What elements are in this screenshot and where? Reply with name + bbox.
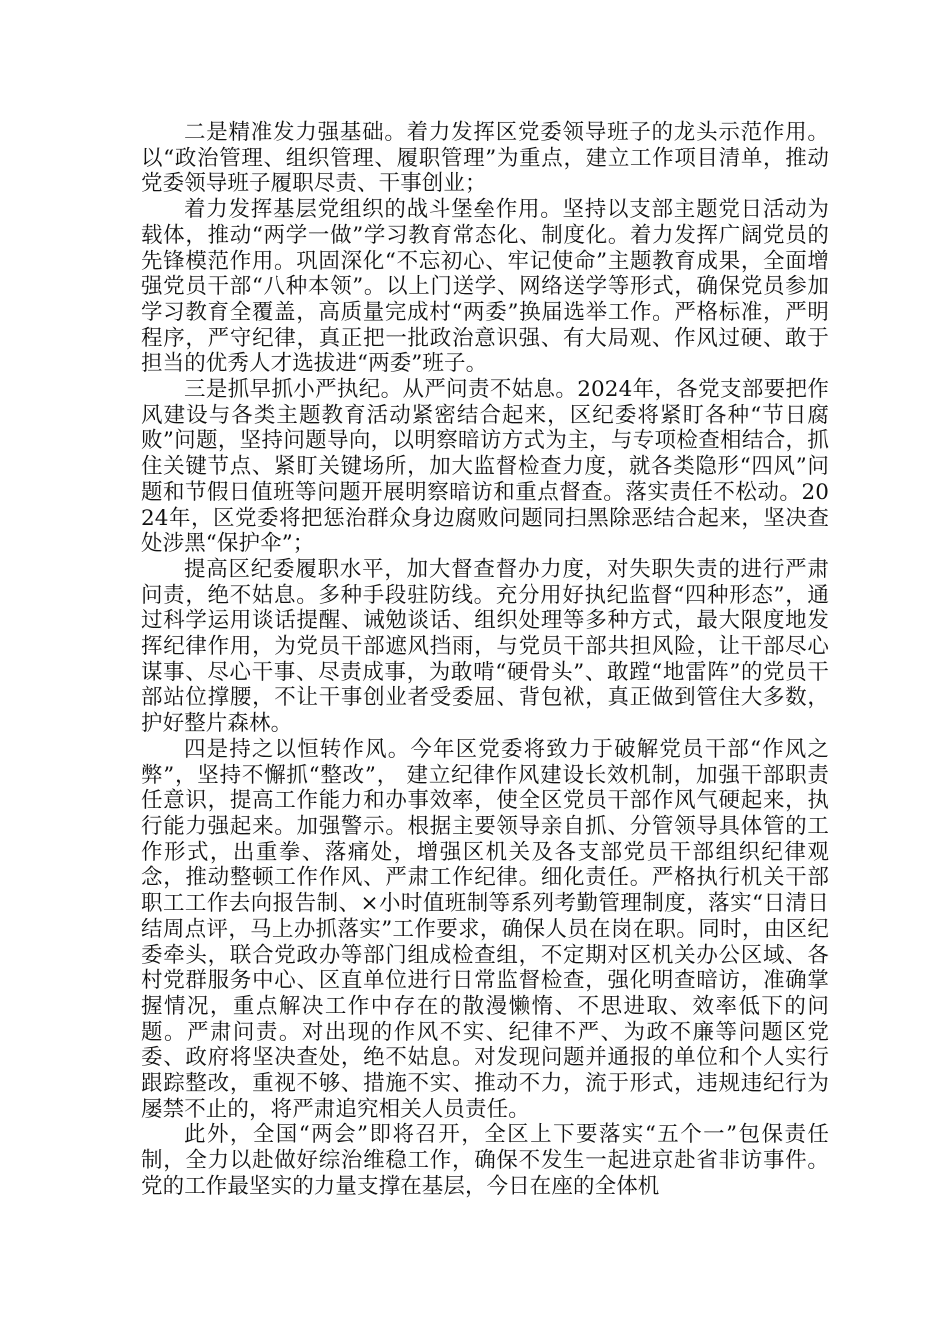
paragraph-supervision: 提高区纪委履职水平，加大督查督办力度，对失职失责的进行严肃问责，绝不姑息。多种手段驻防线。充分用好执纪监督“四种形态”，通过科学运用谈话提醒、诫勉谈话、组织处理等多种方式，最大限度地发挥纪律作用，为党员干部遮风挡雨，与党员干部共担风险，让干部尽心谋事、尽心干事、尽责成事，为敢啃“硬骨头”、敢蹚“地雷阵”的党员干部站位撑腰，不让干事创业者受委屈、背包袱，真正做到管住大多数，护好整片森林。 [141,556,829,737]
paragraph-grassroots-role: 着力发挥基层党组织的战斗堡垒作用。坚持以支部主题党日活动为载体，推动“两学一做”学习教育常态化、制度化。着力发挥广阔党员的先锋模范作用。巩固深化“不忘初心、牢记使命”主题教育成果，全面增强党员干部“八种本领”。以上门送学、网络送学等形式，确保党员参加学习教育全覆盖，高质量完成村“两委”换届选举工作。严格标准，严明程序，严守纪律，真正把一批政治意识强、有大局观、作风过硬、敢于担当的优秀人才选拔进“两委”班子。 [141,197,829,377]
paragraph-discipline: 三是抓早抓小严执纪。从严问责不姑息。2024年，各党支部要把作风建设与各类主题教育活动紧密结合起来，区纪委将紧盯各种“节日腐败”问题，坚持问题导向，以明察暗访方式为主，与专项检查相结合，抓住关键节点、紧盯关键场所，加大监督检查力度，就各类隐形“四风”问题和节假日值班等问题开展明察暗访和重点督查。落实责任不松动。2024年，区党委将把惩治群众身边腐败问题同扫黑除恶结合起来，坚决查处涉黑“保护伞”； [141,377,829,557]
paragraph-work-style: 四是持之以恒转作风。今年区党委将致力于破解党员干部“作风之弊”，坚持不懈抓“整改”， 建立纪律作风建设长效机制，加强干部职责任意识，提高工作能力和办事效率，使全区党员干部作风气硬起来，执行能力强起来。加强警示。根据主要领导亲自抓、分管领导具体管的工作形式，出重拳、落痛处，增强区机关及各支部党员干部组织纪律观念，推动整顿工作作风、严肃工作纪律。细化责任。严格执行机关干部职工工作去向报告制、×小时值班制等系列考勤管理制度，落实“日清日结周点评，马上办抓落实”工作要求，确保人员在岗在职。同时，由区纪委牵头，联合党政办等部门组成检查组，不定期对区机关办公区域、各村党群服务中心、区直单位进行日常监督检查，强化明查暗访，准确掌握情况，重点解决工作中存在的散漫懒惰、不思进取、效率低下的问题。严肃问责。对出现的作风不实、纪律不严、为政不廉等问题区党委、政府将坚决查处，绝不姑息。对发现问题并通报的单位和个人实行跟踪整改，重视不够、措施不实、推动不力，流于形式，违规违纪行为屡禁不止的，将严肃追究相关人员责任。 [141,736,829,1122]
paragraph-stability: 此外，全国“两会”即将召开，全区上下要落实“五个一”包保责任制，全力以赴做好综治维稳工作，确保不发生一起进京赴省非访事件。党的工作最坚实的力量支撑在基层，今日在座的全体机 [141,1122,829,1199]
paragraph-precise-effort: 二是精准发力强基础。着力发挥区党委领导班子的龙头示范作用。以“政治管理、组织管理、履职管理”为重点，建立工作项目清单，推动党委领导班子履职尽责、干事创业； [141,120,829,197]
document-body [141,120,829,1200]
